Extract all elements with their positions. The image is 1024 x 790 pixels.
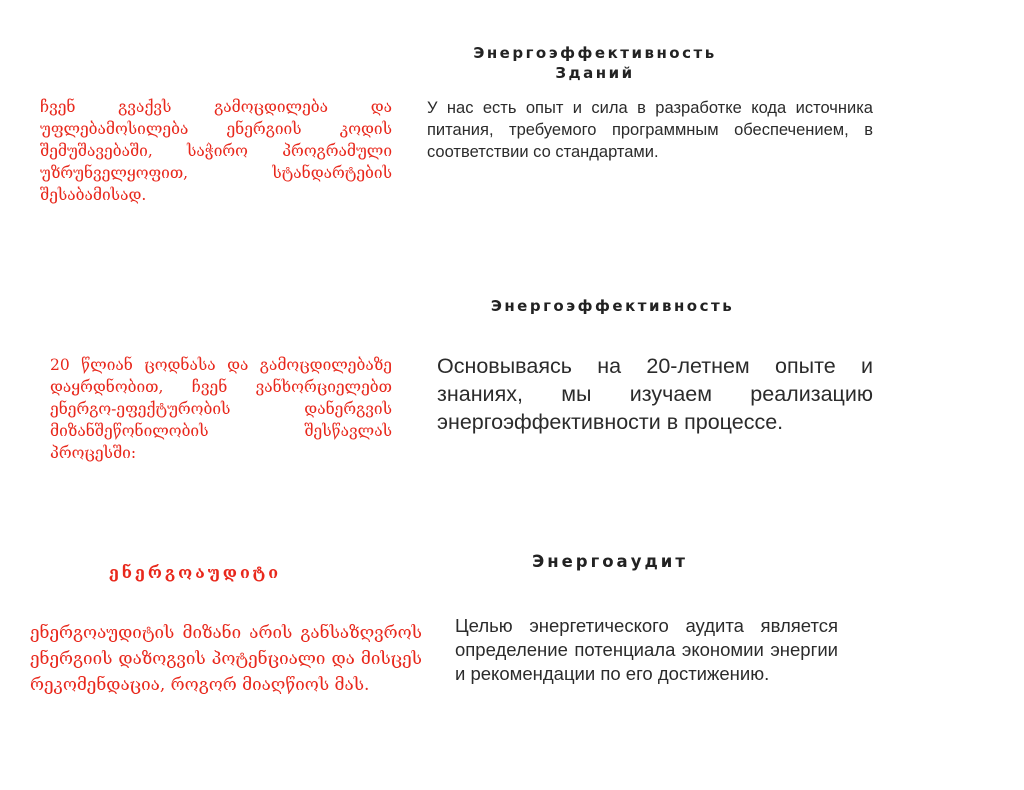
- section2-georgian-text: 20 წლიან ცოდნასა და გამოცდილებაზე დაყრდნობით, ჩვენ ვანხორციელებთ ენერგო-ეფექტურობის დანერგვის მიზანშეწონილობის შესწავლას პროცესში:: [50, 356, 392, 462]
- section3-georgian-heading: ენერგოაუდიტი: [108, 563, 282, 582]
- section1-heading-line1: Энергоэффективность: [473, 44, 717, 62]
- section1-georgian-text: ჩვენ გვაქვს გამოცდილება და უფლებამოსილება ენერგიის კოდის შემუშავებაში, საჭირო პროგრამული უზრუნველყოფით, სტანდარტების შესაბამისად.: [40, 98, 392, 204]
- section3-russian-text: Целью энергетического аудита является определение потенциала экономии энергии и рекомендации по его достижению.: [455, 615, 838, 684]
- section2-heading: Энергоэффективность: [490, 297, 735, 315]
- section2-russian-text: Основываясь на 20-летнем опыте и знаниях, мы изучаем реализацию энергоэффективности в процессе.: [437, 354, 873, 434]
- section3-heading: Энергоаудит: [532, 552, 688, 571]
- section3-georgian-text: ენერგოაუდიტის მიზანი არის განსაზღვროს ენერგიის დაზოგვის პოტენციალი და მისცეს რეკომენდაცია, როგორ მიაღწიოს მას.: [30, 623, 422, 695]
- section1-heading-line2: Зданий: [555, 64, 635, 82]
- section1-heading: [440, 43, 750, 83]
- section1-russian-text: У нас есть опыт и сила в разработке кода источника питания, требуемого программным обеспечением, в соответствии со стандартами.: [427, 99, 873, 161]
